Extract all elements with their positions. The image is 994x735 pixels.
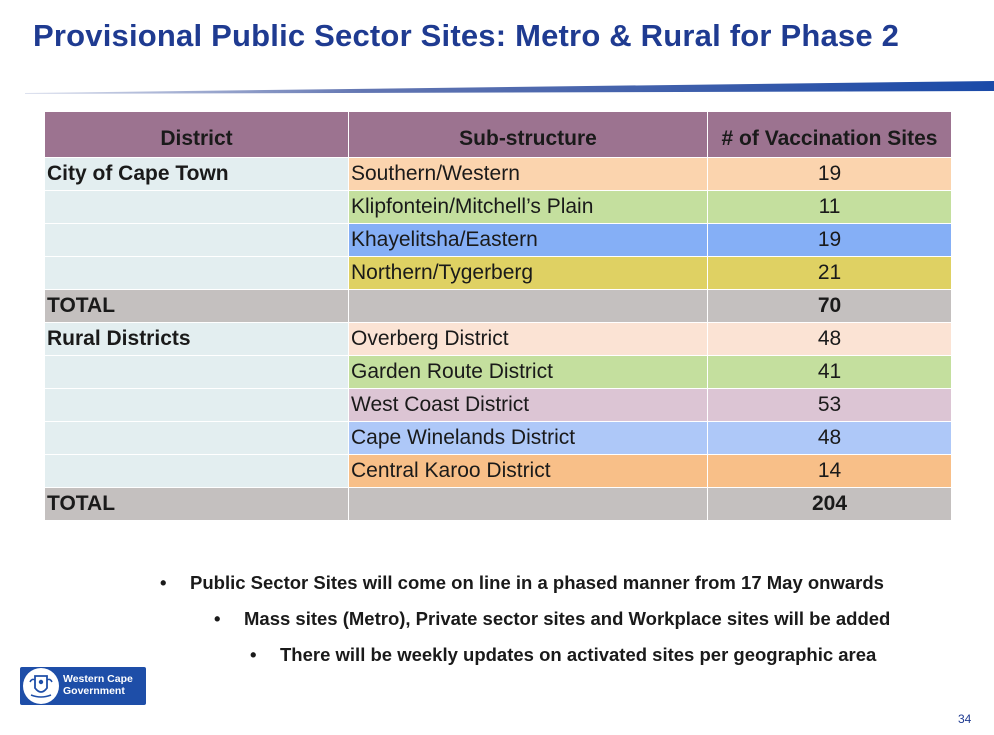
bullet-dot: • — [214, 608, 221, 629]
header-district: District — [45, 112, 349, 158]
bullet-dot: • — [250, 644, 257, 665]
sub-structure-cell: Central Karoo District — [349, 455, 708, 488]
sites-count-cell: 14 — [708, 455, 952, 488]
total-row — [45, 488, 952, 521]
bullet-item — [214, 608, 890, 630]
sub-structure-cell: Khayelitsha/Eastern — [349, 224, 708, 257]
total-sites-value: 70 — [708, 290, 952, 323]
page-number: 34 — [958, 712, 972, 726]
bullet-item — [250, 644, 876, 666]
district-cell: City of Cape Town — [45, 158, 349, 191]
district-cell — [45, 257, 349, 290]
table-row — [45, 224, 952, 257]
bullet-dot: • — [160, 572, 167, 593]
vaccination-sites-table — [44, 111, 952, 521]
sites-count-cell: 19 — [708, 158, 952, 191]
table-row — [45, 356, 952, 389]
sub-structure-cell: Overberg District — [349, 323, 708, 356]
table-row — [45, 257, 952, 290]
sites-count-cell: 41 — [708, 356, 952, 389]
sites-count-cell: 19 — [708, 224, 952, 257]
total-row — [45, 290, 952, 323]
table-row — [45, 158, 952, 191]
coat-of-arms-icon — [23, 668, 59, 704]
sub-structure-cell: Southern/Western — [349, 158, 708, 191]
bullet-item — [160, 572, 884, 594]
table-row — [45, 422, 952, 455]
western-cape-government-logo — [20, 667, 146, 705]
total-label: TOTAL — [45, 488, 349, 521]
sub-structure-cell — [349, 290, 708, 323]
header-sub-structure: Sub-structure — [349, 112, 708, 158]
district-cell — [45, 224, 349, 257]
sub-structure-cell: Northern/Tygerberg — [349, 257, 708, 290]
district-cell — [45, 356, 349, 389]
sites-count-cell: 11 — [708, 191, 952, 224]
bullet-text: Mass sites (Metro), Private sector sites and Workplace sites will be added — [244, 608, 891, 629]
sites-count-cell: 48 — [708, 323, 952, 356]
title-underline-swoosh — [0, 80, 994, 94]
sub-structure-cell: Garden Route District — [349, 356, 708, 389]
district-cell — [45, 422, 349, 455]
table-row — [45, 323, 952, 356]
total-label: TOTAL — [45, 290, 349, 323]
table-row — [45, 389, 952, 422]
logo-line-2: Government — [63, 685, 125, 697]
sub-structure-cell: West Coast District — [349, 389, 708, 422]
district-cell — [45, 191, 349, 224]
table-row — [45, 191, 952, 224]
total-sites-value: 204 — [708, 488, 952, 521]
sub-structure-cell: Cape Winelands District — [349, 422, 708, 455]
logo-line-1: Western Cape — [63, 673, 133, 685]
district-cell — [45, 389, 349, 422]
header-vaccination-sites: # of Vaccination Sites — [708, 112, 952, 158]
logo-text — [63, 673, 133, 697]
table-header-row — [45, 112, 952, 158]
sites-count-cell: 48 — [708, 422, 952, 455]
district-cell — [45, 455, 349, 488]
slide-title: Provisional Public Sector Sites: Metro & Rural for Phase 2 — [33, 18, 900, 53]
table-row — [45, 455, 952, 488]
bullet-text: There will be weekly updates on activated sites per geographic area — [280, 644, 877, 665]
bullet-text: Public Sector Sites will come on line in a phased manner from 17 May onwards — [190, 572, 884, 593]
sites-count-cell: 53 — [708, 389, 952, 422]
sub-structure-cell — [349, 488, 708, 521]
sites-count-cell: 21 — [708, 257, 952, 290]
district-cell: Rural Districts — [45, 323, 349, 356]
sub-structure-cell: Klipfontein/Mitchell’s Plain — [349, 191, 708, 224]
